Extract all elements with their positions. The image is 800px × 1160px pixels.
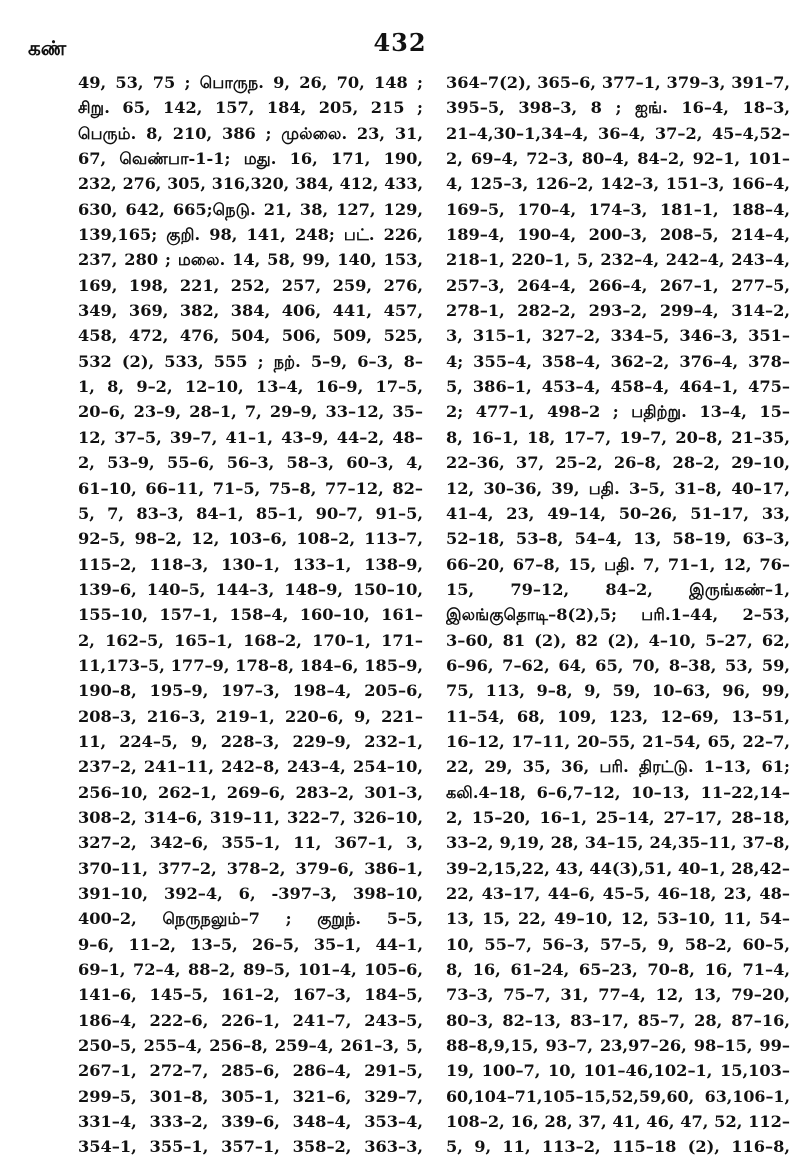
index-line: 256–10, 262–1, 269–6, 283–2, 301–3, [78, 782, 423, 802]
index-line: 13, 15, 22, 49–10, 12, 53–10, 11, 54– [446, 909, 790, 929]
index-line: 370–11, 377–2, 378–2, 379–6, 386–1, [78, 858, 423, 878]
index-line: 4, 125–3, 126–2, 142–3, 151–3, 166–4, [446, 174, 790, 194]
index-line: 267–1, 272–7, 285–6, 286–4, 291–5, [78, 1061, 423, 1081]
index-line: 327–2, 342–6, 355–1, 11, 367–1, 3, [78, 833, 423, 853]
index-line: 88–8,9,15, 93–7, 23,97–26, 98–15, 99– [446, 1036, 790, 1056]
index-line: 3, 315–1, 327–2, 334–5, 346–3, 351– [446, 326, 790, 346]
index-line: 5, 7, 83–3, 84–1, 85–1, 90–7, 91–5, [78, 503, 423, 523]
index-line: 115–2, 118–3, 130–1, 133–1, 138–9, [78, 554, 423, 574]
index-line: 186–4, 222–6, 226–1, 241–7, 243–5, [78, 1010, 423, 1030]
index-line: சிறு. 65, 142, 157, 184, 205, 215 ; [78, 98, 423, 118]
index-line: 458, 472, 476, 504, 506, 509, 525, [78, 326, 423, 346]
index-line: 73–3, 75–7, 31, 77–4, 12, 13, 79–20, [446, 985, 790, 1005]
index-line: 41–4, 23, 49–14, 50–26, 51–17, 33, [446, 503, 790, 523]
index-line: 3–60, 81 (2), 82 (2), 4–10, 5–27, 62, [446, 630, 790, 650]
index-line: பெரும். 8, 210, 386 ; முல்லை. 23, 31, [78, 123, 423, 143]
index-line: 4; 355–4, 358–4, 362–2, 376–4, 378– [446, 351, 790, 371]
index-line: 12, 37–5, 39–7, 41–1, 43–9, 44–2, 48– [78, 427, 423, 447]
index-line: 8, 16, 61–24, 65–23, 70–8, 16, 71–4, [446, 960, 790, 980]
index-line: 391–10, 392–4, 6, -397–3, 398–10, [78, 884, 423, 903]
index-line: இலங்குதொடி–8(2),5; பரி.1–44, 2–53, [446, 605, 790, 625]
index-line: 6–96, 7–62, 64, 65, 70, 8–38, 53, 59, [446, 655, 790, 675]
index-line: 9–6, 11–2, 13–5, 26–5, 35–1, 44–1, [78, 934, 423, 954]
index-line: 11,173–5, 177–9, 178–8, 184–6, 185–9, [78, 655, 423, 675]
index-line: 60,104–71,105–15,52,59,60, 63,106–1, [446, 1086, 790, 1106]
index-line: 2, 162–5, 165–1, 168–2, 170–1, 171– [78, 630, 423, 650]
index-line: 11, 224–5, 9, 228–3, 229–9, 232–1, [78, 731, 423, 751]
index-line: 141–6, 145–5, 161–2, 167–3, 184–5, [78, 985, 423, 1005]
index-line: 2, 69–4, 72–3, 80–4, 84–2, 92–1, 101– [446, 149, 790, 169]
index-line: 11–54, 68, 109, 123, 12–69, 13–51, [446, 706, 790, 726]
index-line: 19, 100–7, 10, 101–46,102–1, 15,103– [446, 1061, 790, 1081]
index-line: 139–6, 140–5, 144–3, 148–9, 150–10, [78, 579, 423, 599]
index-line: 630, 642, 665;நெடு. 21, 38, 127, 129, [78, 199, 423, 219]
index-line: கலி.4–18, 6–6,7–12, 10–13, 11–22,14– [446, 782, 790, 802]
right-column [446, 70, 790, 1160]
index-line: 66–20, 67–8, 15, பதி. 7, 71–1, 12, 76– [446, 554, 790, 574]
index-line: 61–10, 66–11, 71–5, 75–8, 77–12, 82– [78, 478, 423, 498]
index-line: 190–8, 195–9, 197–3, 198–4, 205–6, [78, 681, 423, 701]
index-line: 75, 113, 9–8, 9, 59, 10–63, 96, 99, [446, 681, 790, 701]
index-line: 218–1, 220–1, 5, 232–4, 242–4, 243–4, [446, 250, 790, 270]
index-line: 5, 386–1, 453–4, 458–4, 464–1, 475– [446, 377, 790, 397]
index-line: 10, 55–7, 56–3, 57–5, 9, 58–2, 60–5, [446, 934, 790, 954]
index-line: 400–2, நெருநலும்–7 ; குறுந். 5–5, [78, 909, 423, 929]
index-line: 354–1, 355–1, 357–1, 358–2, 363–3, [78, 1137, 423, 1157]
index-line: 33–2, 9,19, 28, 34–15, 24,35–11, 37–8, [446, 833, 790, 853]
index-line: 1, 8, 9–2, 12–10, 13–4, 16–9, 17–5, [78, 377, 423, 397]
index-line: 39–2,15,22, 43, 44(3),51, 40–1, 28,42– [446, 858, 790, 878]
index-line: 331–4, 333–2, 339–6, 348–4, 353–4, [78, 1112, 423, 1132]
index-line: 189–4, 190–4, 200–3, 208–5, 214–4, [446, 225, 790, 245]
index-line: 52–18, 53–8, 54–4, 13, 58–19, 63–3, [446, 529, 790, 549]
index-line: 169–5, 170–4, 174–3, 181–1, 188–4, [446, 199, 790, 219]
index-line: 208–3, 216–3, 219–1, 220–6, 9, 221– [78, 706, 423, 726]
index-line: 12, 30–36, 39, பதி. 3–5, 31–8, 40–17, [446, 478, 790, 498]
index-line: 364–7(2), 365–6, 377–1, 379–3, 391–7, [446, 73, 790, 92]
index-line: 5, 9, 11, 113–2, 115–18 (2), 116–8, [446, 1137, 790, 1157]
index-line: 257–3, 264–4, 266–4, 267–1, 277–5, [446, 275, 790, 295]
index-line: 20–6, 23–9, 28–1, 7, 29–9, 33–12, 35– [78, 402, 423, 422]
index-line: 250–5, 255–4, 256–8, 259–4, 261–3, 5, [78, 1036, 423, 1056]
index-line: 69–1, 72–4, 88–2, 89–5, 101–4, 105–6, [78, 960, 423, 980]
index-line: 80–3, 82–13, 83–17, 85–7, 28, 87–16, [446, 1010, 790, 1030]
index-line: 21–4,30–1,34–4, 36–4, 37–2, 45–4,52– [446, 123, 790, 143]
index-line: 532 (2), 533, 555 ; நற். 5–9, 6–3, 8– [78, 351, 423, 371]
index-line: 299–5, 301–8, 305–1, 321–6, 329–7, [78, 1086, 423, 1106]
page-number: 432 [373, 28, 427, 57]
index-line: 92–5, 98–2, 12, 103–6, 108–2, 113–7, [78, 529, 423, 549]
index-line: 67, வெண்பா-1-1; மது. 16, 171, 190, [78, 149, 423, 169]
index-line: 15, 79–12, 84–2, இருங்கண்–1, [446, 579, 790, 599]
index-line: 22, 43–17, 44–6, 45–5, 46–18, 23, 48– [446, 884, 790, 903]
index-line: 8, 16–1, 18, 17–7, 19–7, 20–8, 21–35, [446, 427, 790, 447]
index-line: 169, 198, 221, 252, 257, 259, 276, [78, 275, 423, 295]
index-line: 2; 477–1, 498–2 ; பதிற்று. 13–4, 15– [446, 402, 790, 422]
running-head: கண் [28, 36, 67, 60]
index-line: 139,165; குறி. 98, 141, 248; பட். 226, [78, 225, 423, 245]
index-line: 22–36, 37, 25–2, 26–8, 28–2, 29–10, [446, 453, 790, 473]
index-line: 237–2, 241–11, 242–8, 243–4, 254–10, [78, 757, 423, 777]
index-line: 22, 29, 35, 36, பரி. திரட்டு. 1–13, 61; [446, 757, 790, 777]
index-line: 155–10, 157–1, 158–4, 160–10, 161– [78, 605, 423, 625]
index-line: 2, 53–9, 55–6, 56–3, 58–3, 60–3, 4, [78, 453, 423, 473]
index-line: 16–12, 17–11, 20–55, 21–54, 65, 22–7, [446, 731, 790, 751]
index-line: 232, 276, 305, 316,320, 384, 412, 433, [78, 174, 423, 194]
index-line: 237, 280 ; மலை. 14, 58, 99, 140, 153, [78, 250, 423, 270]
index-line: 2, 15–20, 16–1, 25–14, 27–17, 28–18, [446, 807, 790, 827]
index-line: 395–5, 398–3, 8 ; ஐங். 16–4, 18–3, [446, 98, 790, 118]
left-column [78, 70, 423, 1160]
index-line: 49, 53, 75 ; பொருந. 9, 26, 70, 148 ; [78, 73, 423, 92]
index-line: 349, 369, 382, 384, 406, 441, 457, [78, 301, 423, 321]
index-line: 278–1, 282–2, 293–2, 299–4, 314–2, [446, 301, 790, 321]
index-line: 308–2, 314–6, 319–11, 322–7, 326–10, [78, 807, 423, 827]
index-line: 108–2, 16, 28, 37, 41, 46, 47, 52, 112– [446, 1112, 790, 1132]
